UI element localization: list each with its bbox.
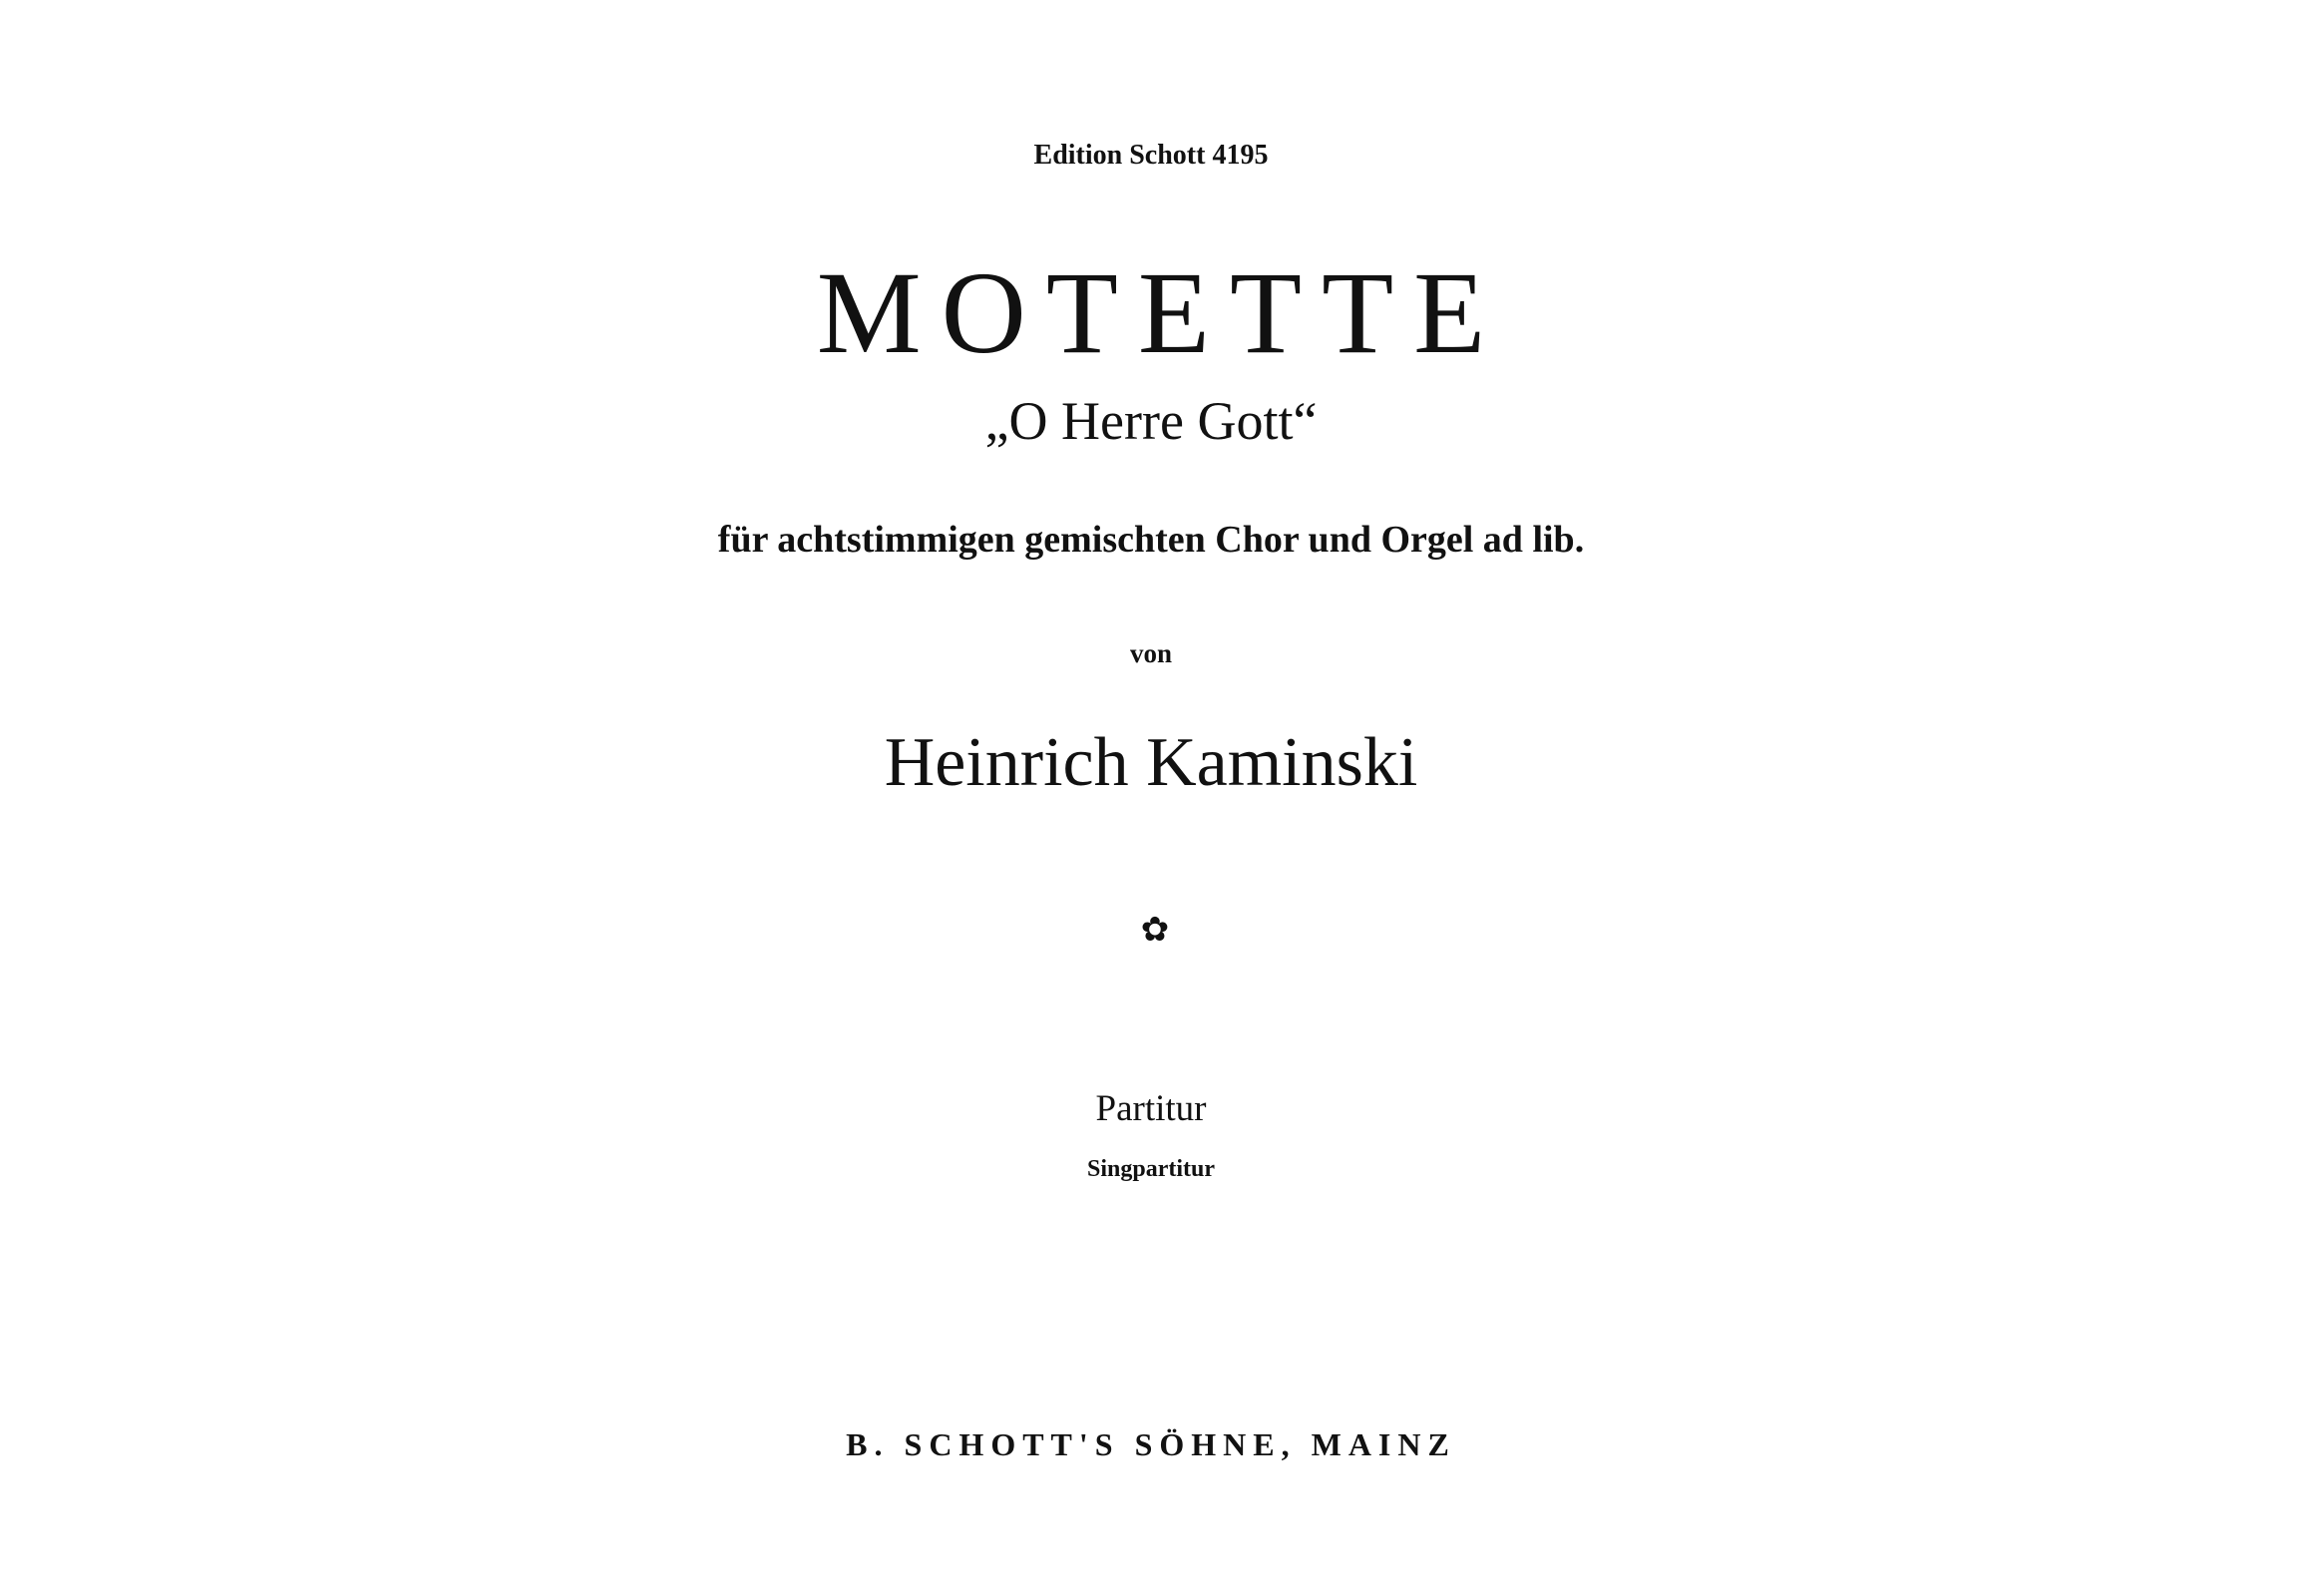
score-type: Partitur [1095,1088,1207,1129]
publisher: B. SCHOTT'S SÖHNE, MAINZ [846,1426,1456,1462]
composer-name: Heinrich Kaminski [884,724,1418,801]
work-title: MOTETTE [816,247,1506,378]
score-subtype: Singpartitur [1086,1156,1215,1182]
edition-number: Edition Schott 4195 [1033,140,1269,171]
by-label: von [1129,638,1173,668]
flower-ornament-icon: ✿ [1140,910,1170,950]
instrumentation: für achtstimmigen gemischten Chor und Orgel ad lib. [717,519,1585,561]
work-subtitle: „O Herre Gott“ [984,391,1318,451]
